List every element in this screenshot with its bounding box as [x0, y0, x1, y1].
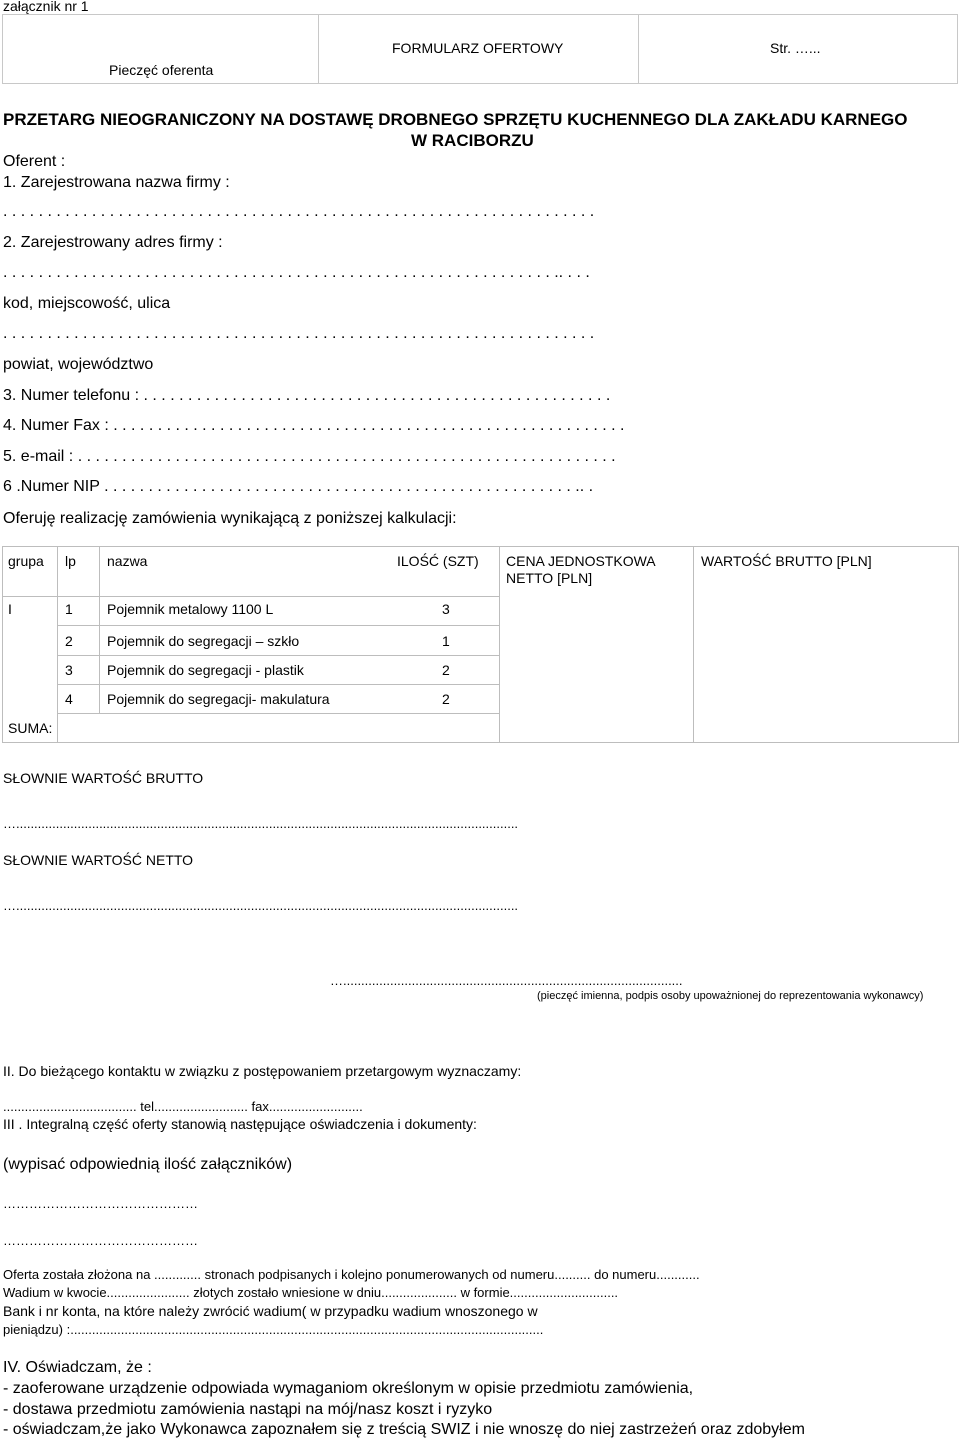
col-header-qty: ILOŚĆ (SZT) [397, 553, 479, 569]
row-name: Pojemnik do segregacji- makulatura [107, 691, 330, 707]
region-label: powiat, województwo [3, 356, 154, 373]
col-header-price: CENA JEDNOSTKOWA [506, 553, 656, 569]
nip-field[interactable]: 6 .Numer NIP . . . . . . . . . . . . . . . . . . . . . . . . . . . . . . . . . . . . . . . . . . . . . . . . . . . . . .. . [3, 478, 594, 495]
page-cell [639, 15, 957, 83]
col-header-group: grupa [8, 553, 44, 569]
row-qty: 3 [442, 601, 450, 617]
row-qty: 2 [442, 662, 450, 678]
calc-intro: Oferuję realizację zamówienia wynikającą z poniższej kalkulacji: [3, 510, 457, 527]
declarations-title: IV. Oświadczam, że : [3, 1359, 152, 1376]
bidder-label: Oferent : [3, 153, 66, 170]
fax-field[interactable]: 4. Numer Fax : . . . . . . . . . . . . . . . . . . . . . . . . . . . . . . . . . . . . . . . . . . . . . . . . . . . . . . . . . . [3, 417, 625, 434]
words-net-label: SŁOWNIE WARTOŚĆ NETTO [3, 852, 194, 868]
declaration-item: - oświadczam,że jako Wykonawca zapoznałem się z treścią SWIZ i nie wnoszę do niej zastrzeżeń oraz zdobyłem [3, 1421, 805, 1438]
title-cell [319, 15, 639, 83]
declaration-item: - dostawa przedmiotu zamówienia nastąpi na mój/nasz koszt i ryzyko [3, 1401, 493, 1418]
company-address-label: 2. Zarejestrowany adres firmy : [3, 234, 223, 251]
col-header-name: nazwa [107, 553, 148, 569]
contact-fields[interactable]: ..................................... tel.......................... fax.......................... [3, 1099, 363, 1114]
form-header-table [2, 14, 958, 84]
stamp-cell [3, 15, 319, 83]
row-name: Pojemnik metalowy 1100 L [107, 601, 274, 617]
offer-pages-line[interactable]: Oferta została złożona na ............. stronach podpisanych i kolejno ponumerowanych od numeru.......... do numeru............ [3, 1267, 700, 1282]
tender-title-line2: W RACIBORZU [411, 131, 534, 150]
sum-label: SUMA: [8, 720, 53, 736]
row-lp: 4 [65, 691, 73, 707]
documents-note: (wypisać odpowiednią ilość załączników) [3, 1156, 293, 1173]
words-gross-field[interactable]: …........................................................................................................................................... [3, 816, 519, 831]
signature-caption: (pieczęć imienna, podpis osoby upoważnionej do reprezentowania wykonawcy) [537, 990, 924, 1002]
attachment-label: załącznik nr 1 [3, 0, 89, 14]
tender-title-line1: PRZETARG NIEOGRANICZONY NA DOSTAWĘ DROBNEGO SPRZĘTU KUCHENNEGO DLA ZAKŁADU KARNEGO [3, 110, 908, 129]
row-qty: 2 [442, 691, 450, 707]
col-header-value: WARTOŚĆ BRUTTO [PLN] [701, 553, 872, 569]
document-line-2[interactable]: ……………………………………… [3, 1233, 198, 1248]
row-lp: 3 [65, 662, 73, 678]
words-gross-label: SŁOWNIE WARTOŚĆ BRUTTO [3, 770, 204, 786]
form-title: FORMULARZ OFERTOWY [392, 40, 564, 56]
email-field[interactable]: 5. e-mail : . . . . . . . . . . . . . . . . . . . . . . . . . . . . . . . . . . . . . . . . . . . . . . . . . . . . . . . . . . . . . [3, 448, 616, 465]
words-net-field[interactable]: …........................................................................................................................................... [3, 898, 519, 913]
calculation-table [2, 546, 959, 743]
company-name-label: 1. Zarejestrowana nazwa firmy : [3, 174, 230, 191]
declaration-item: - zaoferowane urządzenie odpowiada wymaganiom określonym w opisie przedmiotu zamówienia, [3, 1380, 694, 1397]
page-number-label: Str. …... [770, 40, 821, 56]
stamp-label: Pieczęć oferenta [109, 62, 214, 78]
region-field[interactable]: . . . . . . . . . . . . . . . . . . . . . . . . . . . . . . . . . . . . . . . . . . . . . . . . . . . . . . . . . . . . . . . . . . . [3, 325, 595, 342]
group-cell: I [8, 601, 12, 617]
row-name: Pojemnik do segregacji - plastik [107, 662, 304, 678]
wadium-line[interactable]: Wadium w kwocie....................... złotych zostało wniesione w dniu..................... w formie.............................. [3, 1285, 619, 1300]
company-address-field[interactable]: . . . . . . . . . . . . . . . . . . . . . . . . . . . . . . . . . . . . . . . . . . . . . . . . . . . . . . . . . . . . . . .. . . . [3, 264, 590, 281]
phone-field[interactable]: 3. Numer telefonu : . . . . . . . . . . . . . . . . . . . . . . . . . . . . . . . . . . . . . . . . . . . . . . . . . . . . . [3, 387, 611, 404]
col-header-lp: lp [65, 553, 76, 569]
row-lp: 2 [65, 633, 73, 649]
row-lp: 1 [65, 601, 73, 617]
row-qty: 1 [442, 633, 450, 649]
document-line-1[interactable]: ……………………………………… [3, 1196, 198, 1211]
bank-line-1: Bank i nr konta, na które należy zwrócić wadium( w przypadku wadium wnoszonego w [3, 1303, 538, 1319]
row-name: Pojemnik do segregacji – szkło [107, 633, 300, 649]
contact-section-title: II. Do bieżącego kontaktu w związku z postępowaniem przetargowym wyznaczamy: [3, 1063, 522, 1079]
signature-field[interactable]: ….............................................................................................. [330, 973, 683, 988]
documents-section-title: III . Integralną część oferty stanowią następujące oświadczenia i dokumenty: [3, 1116, 477, 1132]
col-header-price-unit: NETTO [PLN] [506, 570, 593, 586]
company-name-field[interactable]: . . . . . . . . . . . . . . . . . . . . . . . . . . . . . . . . . . . . . . . . . . . . . . . . . . . . . . . . . . . . . . . . . . . [3, 203, 595, 220]
street-label: kod, miejscowość, ulica [3, 295, 171, 312]
bank-account-field[interactable]: pieniądzu) :................................................................................................................................... [3, 1322, 544, 1337]
